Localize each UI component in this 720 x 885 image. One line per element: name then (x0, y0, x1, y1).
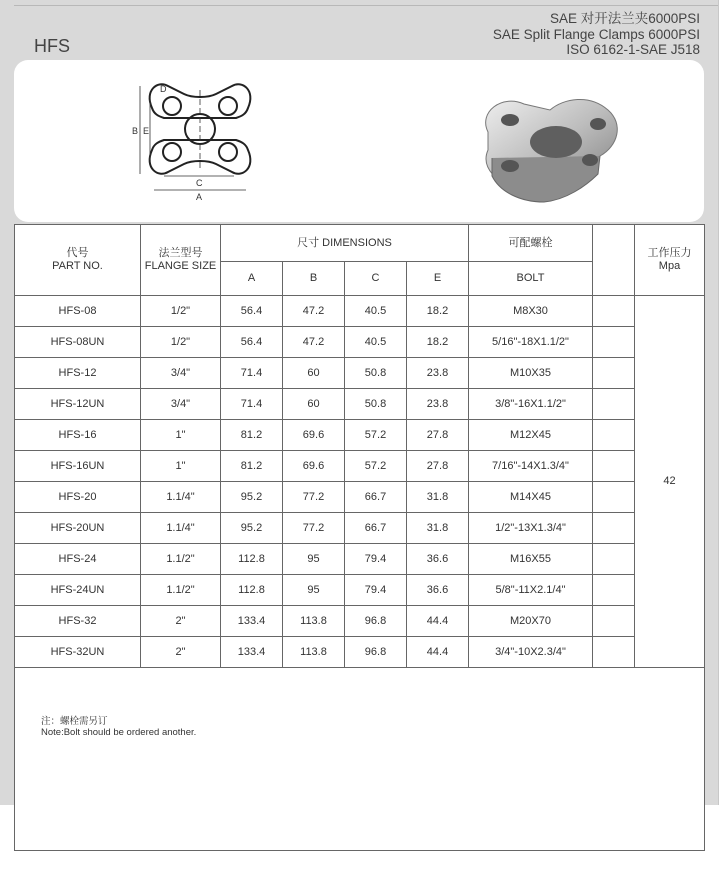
cell-part: HFS-12 (15, 358, 141, 389)
cell-blank (593, 606, 635, 637)
photo-bolt-hole (582, 154, 598, 166)
header-dimensions: 尺寸 DIMENSIONS (221, 225, 469, 262)
cell-a: 95.2 (221, 513, 283, 544)
table-row (15, 451, 705, 482)
table-row (15, 637, 705, 668)
cell-blank (593, 296, 635, 327)
header-blank (593, 225, 635, 296)
cell-flange: 1/2" (141, 296, 221, 327)
cell-part: HFS-20 (15, 482, 141, 513)
cell-a: 112.8 (221, 544, 283, 575)
header-dim-a: A (221, 262, 283, 296)
notes-cell (15, 668, 705, 851)
cell-a: 112.8 (221, 575, 283, 606)
cell-bolt: M16X55 (469, 544, 593, 575)
table-row (15, 296, 705, 327)
cell-part: HFS-08 (15, 296, 141, 327)
cell-blank (593, 451, 635, 482)
cell-c: 40.5 (345, 296, 407, 327)
note-en: Note:Bolt should be ordered another. (41, 727, 197, 738)
cell-c: 79.4 (345, 575, 407, 606)
header-flange-size: 法兰型号 FLANGE SIZE (141, 225, 221, 296)
cell-c: 57.2 (345, 451, 407, 482)
bolt-hole-bottom-right (219, 143, 237, 161)
title-block (493, 11, 700, 58)
header-dim-b: B (283, 262, 345, 296)
cell-bolt: 7/16"-14X1.3/4" (469, 451, 593, 482)
dim-label-c: C (196, 178, 203, 188)
cell-e: 44.4 (407, 606, 469, 637)
cell-b: 113.8 (283, 606, 345, 637)
cell-flange: 1.1/2" (141, 575, 221, 606)
notes-row (15, 668, 705, 851)
cell-blank (593, 544, 635, 575)
cell-blank (593, 482, 635, 513)
spec-table (14, 224, 705, 851)
table-row (15, 482, 705, 513)
cell-c: 50.8 (345, 389, 407, 420)
cell-blank (593, 637, 635, 668)
cell-e: 36.6 (407, 544, 469, 575)
cell-c: 50.8 (345, 358, 407, 389)
header-part-no: 代号 PART NO. (15, 225, 141, 296)
cell-e: 23.8 (407, 358, 469, 389)
cell-flange: 2" (141, 606, 221, 637)
header-dim-c: C (345, 262, 407, 296)
table-row (15, 420, 705, 451)
cell-a: 133.4 (221, 637, 283, 668)
figure-panel (14, 60, 704, 222)
cell-c: 96.8 (345, 637, 407, 668)
cell-b: 60 (283, 389, 345, 420)
cell-a: 133.4 (221, 606, 283, 637)
header-bolt-cn: 可配螺栓 (469, 225, 593, 262)
cell-c: 40.5 (345, 327, 407, 358)
cell-a: 95.2 (221, 482, 283, 513)
table-row (15, 389, 705, 420)
cell-b: 77.2 (283, 482, 345, 513)
standard-label: ISO 6162-1-SAE J518 (566, 42, 700, 57)
header-pressure: 工作压力 Mpa (635, 225, 705, 296)
cell-b: 60 (283, 358, 345, 389)
cell-bolt: 1/2"-13X1.3/4" (469, 513, 593, 544)
cell-blank (593, 358, 635, 389)
cell-bolt: M8X30 (469, 296, 593, 327)
cell-bolt: 5/8"-11X2.1/4" (469, 575, 593, 606)
cell-part: HFS-32UN (15, 637, 141, 668)
cell-e: 36.6 (407, 575, 469, 606)
cell-b: 113.8 (283, 637, 345, 668)
cell-e: 23.8 (407, 389, 469, 420)
cell-flange: 1.1/4" (141, 513, 221, 544)
bolt-hole-bottom-left (163, 143, 181, 161)
table-row (15, 513, 705, 544)
cell-blank (593, 389, 635, 420)
cell-part: HFS-16 (15, 420, 141, 451)
dim-label-e: E (143, 126, 150, 136)
cell-b: 47.2 (283, 327, 345, 358)
cell-b: 69.6 (283, 420, 345, 451)
cell-part: HFS-32 (15, 606, 141, 637)
cell-part: HFS-20UN (15, 513, 141, 544)
table-row (15, 575, 705, 606)
cell-part: HFS-12UN (15, 389, 141, 420)
dim-label-b: B (132, 126, 139, 136)
dim-label-d: D (160, 84, 167, 94)
cell-part: HFS-24 (15, 544, 141, 575)
cell-bolt: 5/16"-18X1.1/2" (469, 327, 593, 358)
cell-flange: 3/4" (141, 358, 221, 389)
cell-b: 47.2 (283, 296, 345, 327)
cell-a: 71.4 (221, 358, 283, 389)
title-cn: SAE 对开法兰夹6000PSI (549, 11, 700, 26)
cell-e: 18.2 (407, 296, 469, 327)
cell-a: 81.2 (221, 451, 283, 482)
cell-c: 79.4 (345, 544, 407, 575)
product-photo (458, 80, 628, 210)
cell-bolt: 3/8"-16X1.1/2" (469, 389, 593, 420)
bolt-hole-top-left (163, 97, 181, 115)
cell-pressure: 42 (635, 296, 705, 668)
cell-e: 27.8 (407, 420, 469, 451)
dim-label-a: A (196, 192, 203, 202)
cell-flange: 1.1/4" (141, 482, 221, 513)
cell-c: 66.7 (345, 482, 407, 513)
cell-part: HFS-24UN (15, 575, 141, 606)
cell-blank (593, 513, 635, 544)
cell-a: 81.2 (221, 420, 283, 451)
cell-e: 31.8 (407, 513, 469, 544)
table-row (15, 544, 705, 575)
cell-flange: 1" (141, 451, 221, 482)
table-row (15, 327, 705, 358)
photo-bolt-hole (590, 118, 606, 130)
cell-flange: 1.1/2" (141, 544, 221, 575)
cell-e: 27.8 (407, 451, 469, 482)
cell-b: 77.2 (283, 513, 345, 544)
cell-blank (593, 327, 635, 358)
cell-blank (593, 575, 635, 606)
cell-bolt: M10X35 (469, 358, 593, 389)
cell-c: 57.2 (345, 420, 407, 451)
cell-e: 31.8 (407, 482, 469, 513)
cell-flange: 2" (141, 637, 221, 668)
bolt-hole-top-right (219, 97, 237, 115)
cell-b: 95 (283, 575, 345, 606)
cell-a: 71.4 (221, 389, 283, 420)
photo-bolt-hole (501, 114, 519, 126)
cell-blank (593, 420, 635, 451)
cell-a: 56.4 (221, 296, 283, 327)
cell-b: 95 (283, 544, 345, 575)
table-row (15, 606, 705, 637)
product-code: HFS (34, 36, 70, 56)
cell-flange: 1" (141, 420, 221, 451)
cell-bolt: M20X70 (469, 606, 593, 637)
cell-bolt: M14X45 (469, 482, 593, 513)
cell-a: 56.4 (221, 327, 283, 358)
cell-b: 69.6 (283, 451, 345, 482)
clamp-bore (530, 126, 582, 158)
cell-part: HFS-16UN (15, 451, 141, 482)
cell-e: 18.2 (407, 327, 469, 358)
cell-bolt: M12X45 (469, 420, 593, 451)
header-bolt-en: BOLT (469, 262, 593, 296)
cell-bolt: 3/4"-10X2.3/4" (469, 637, 593, 668)
top-rule (14, 5, 718, 6)
cell-e: 44.4 (407, 637, 469, 668)
cell-c: 96.8 (345, 606, 407, 637)
cell-part: HFS-08UN (15, 327, 141, 358)
cell-flange: 3/4" (141, 389, 221, 420)
table-row (15, 358, 705, 389)
cell-c: 66.7 (345, 513, 407, 544)
photo-bolt-hole (501, 160, 519, 172)
header-dim-e: E (407, 262, 469, 296)
technical-drawing (110, 78, 290, 214)
cell-flange: 1/2" (141, 327, 221, 358)
title-en: SAE Split Flange Clamps 6000PSI (492, 26, 700, 42)
note-cn: 注：螺栓需另订 (41, 716, 108, 727)
